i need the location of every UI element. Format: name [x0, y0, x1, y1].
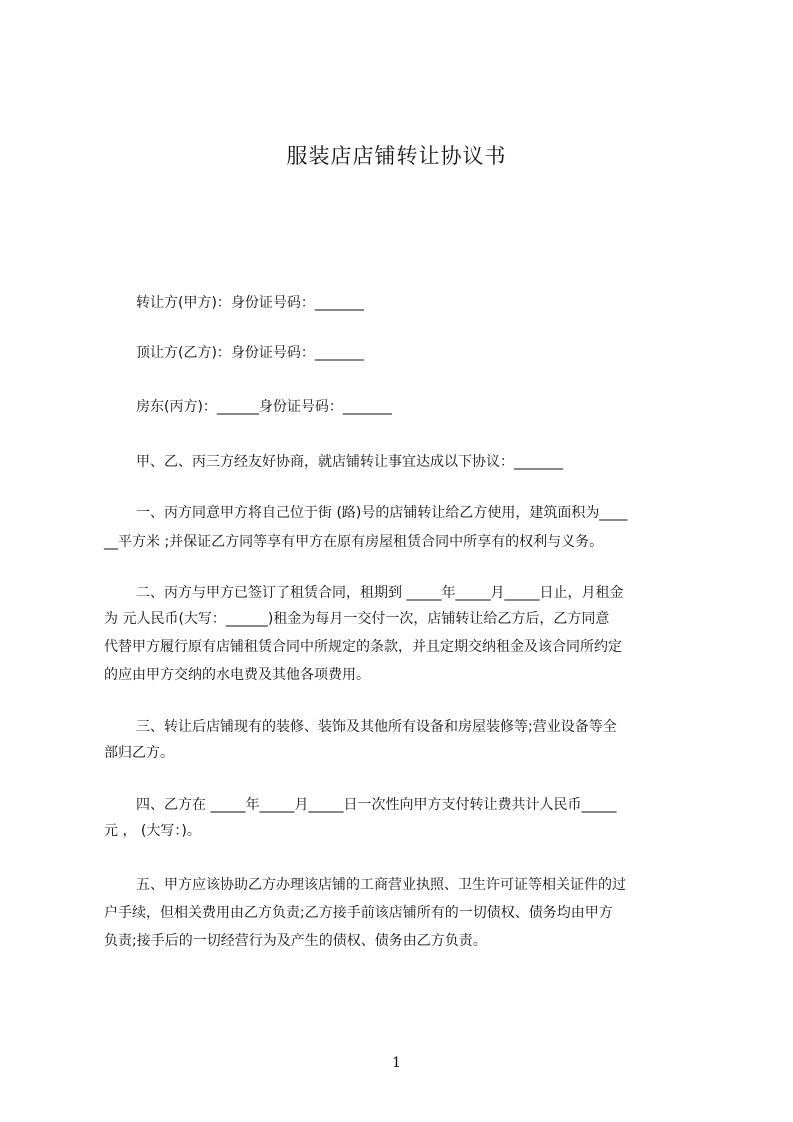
- transferor-line: 转让方(甲方)：身份证号码：_______: [136, 295, 364, 311]
- transferee-line: 顶让方(乙方)：身份证号码：_______: [136, 345, 364, 361]
- landlord-line: 房东(丙方)：______身份证号码：_______: [136, 399, 392, 415]
- clause-line: 元 ， (大写：)。: [104, 823, 201, 839]
- clause-line: 的应由甲方交纳的水电费及其他各项费用。: [104, 667, 370, 683]
- clause-line: __平方米 ;并保证乙方同等享有甲方在原有房屋租赁合同中所享有的权利与义务。: [104, 534, 604, 550]
- clause-line: 五、甲方应该协助乙方办理该店铺的工商营业执照、卫生许可证等相关证件的过: [136, 877, 626, 893]
- clause-line: 代替甲方履行原有店铺租赁合同中所规定的条款，并且定期交纳租金及该合同所约定: [104, 639, 622, 655]
- clause-line: 户手续，但相关费用由乙方负责;乙方接手前该店铺所有的一切债权、债务均由甲方: [104, 905, 613, 921]
- clause-line: 为 元人民币(大写：______)租金为每月一交付一次，店铺转让给乙方后，乙方同意: [104, 611, 610, 627]
- clause-line: 一、丙方同意甲方将自己位于街 (路)号的店铺转让给乙方使用，建筑面积为____: [136, 505, 628, 521]
- clause-line: 部归乙方。: [104, 745, 174, 761]
- clause-line: 二、丙方与甲方已签订了租赁合同，租期到 _____年_____月_____日止，月租金: [136, 585, 624, 601]
- clause-line: 负责;接手后的一切经营行为及产生的债权、债务由乙方负责。: [104, 933, 487, 949]
- preamble-line: 甲、乙、丙三方经友好协商，就店铺转让事宜达成以下协议：_______: [136, 454, 563, 470]
- page-number: 1: [392, 1055, 401, 1071]
- clause-line: 四、乙方在 _____年_____月_____日一次性向甲方支付转让费共计人民币_____: [136, 797, 617, 813]
- clause-line: 三、转让后店铺现有的装修、装饰及其他所有设备和房屋装修等;营业设备等全: [136, 719, 617, 735]
- document-title: 服装店店铺转让协议书: [286, 144, 507, 168]
